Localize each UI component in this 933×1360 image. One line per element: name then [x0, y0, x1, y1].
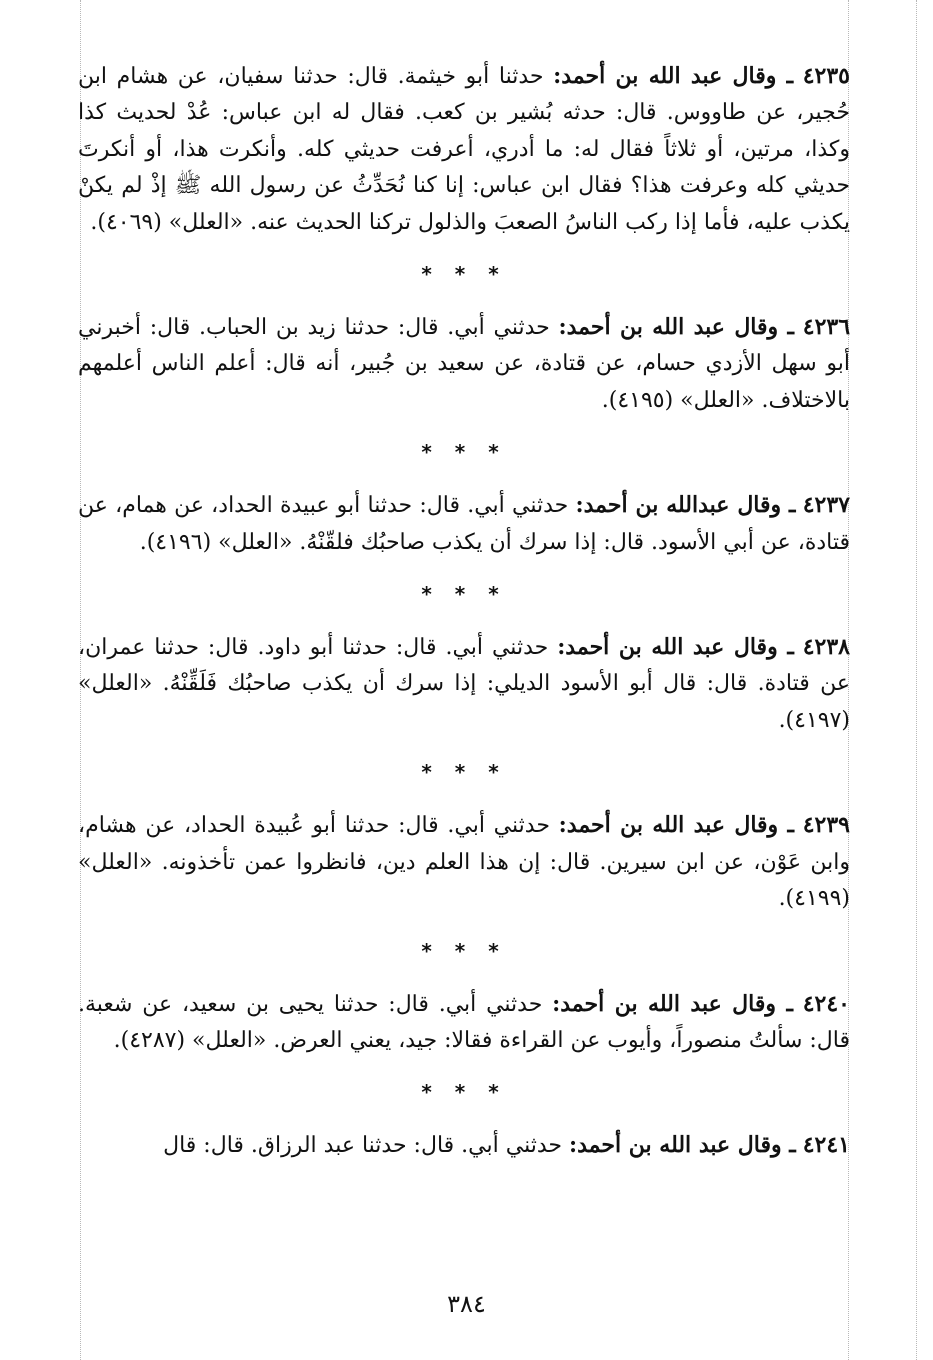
- separator-stars: * * *: [421, 440, 507, 465]
- separator-stars: * * *: [421, 582, 507, 607]
- page-number: ٣٨٤: [447, 1290, 486, 1318]
- hadith-intro: ـ وقال عبد الله بن أحمد:: [558, 314, 794, 341]
- hadith-number: ٤٢٤١: [802, 1132, 850, 1159]
- hadith-number: ٤٢٣٥: [802, 63, 850, 89]
- hadith-4238: [78, 629, 850, 739]
- hadith-4237: [78, 487, 850, 561]
- hadith-text: حدثني أبي. قال: حدثنا عبد الرزاق. قال: قال: [163, 1133, 562, 1159]
- hadith-number: ٤٢٤٠: [802, 990, 850, 1017]
- hadith-text: حدثني أبي. قال: حدثنا أبو داود. قال: حدثنا عمران، عن قتادة. قال: قال أبو الأسود الديلي: إذا سرك أن يكذب صاحبُك فَلَقِّنْهُ. «العلل» (٤١٩٧).: [78, 635, 850, 733]
- page-body: [78, 58, 850, 1165]
- hadith-text: حدثني أبي. قال: حدثنا زيد بن الحباب. قال: أخبرني أبو سهل الأزدي حسام، عن قتادة، عن سعيد بن جُبير، أنه قال: أعلم الناس أعلمهم بالاختلاف. «العلل» (٤١٩٥).: [78, 315, 850, 413]
- hadith-4235: [78, 58, 850, 241]
- hadith-number: ٤٢٣٩: [802, 812, 850, 839]
- hadith-4241: [78, 1127, 850, 1164]
- hadith-text: حدثنا أبو خيثمة. قال: حدثنا سفيان، عن هشام ابن حُجير، عن طاووس. قال: حدثه بُشير بن كعب. فقال له ابن عباس: عُدْ لحديث كذا وكذا، مرتين، أو ثلاثاً فقال له: ما أدري، أعرفت حديثي كله. وأنكرت هذا، أو أنكرتَ حديثي كله وعرفت هذا؟ فقال ابن عباس: إنا كنا نُحَدِّثُ عن رسول الله ﷺ إذْ لم يكنْ يكذب عليه، فأما إذا ركب الناسُ الصعبَ والذلول تركنا الحديث عنه. «العلل» (٤٠٦٩).: [78, 64, 850, 235]
- separator-stars: * * *: [421, 760, 507, 785]
- separator-stars: * * *: [421, 938, 507, 963]
- hadith-intro: ـ وقال عبد الله بن أحمد:: [553, 63, 794, 89]
- hadith-4236: [78, 309, 850, 419]
- hadith-4240: [78, 986, 850, 1060]
- hadith-intro: ـ وقال عبد الله بن أحمد:: [568, 1132, 796, 1159]
- hadith-intro: ـ وقال عبد الله بن أحمد:: [557, 634, 794, 661]
- hadith-number: ٤٢٣٧: [802, 492, 850, 519]
- hadith-number: ٤٢٣٦: [802, 314, 851, 341]
- hadith-intro: ـ وقال عبدالله بن أحمد:: [575, 492, 796, 519]
- hadith-intro: ـ وقال عبد الله بن أحمد:: [558, 812, 795, 839]
- hadith-text: حدثني أبي. قال: حدثنا أبو عُبيدة الحداد، عن هشام، وابن عَوْن، عن ابن سيرين. قال: إن هذا العلم دين، فانظروا عمن تأخذونه. «العلل» (٤١٩٩).: [78, 813, 850, 912]
- separator-stars: * * *: [421, 1080, 507, 1105]
- margin-guide-far-right: [916, 0, 917, 1360]
- hadith-4239: [78, 807, 850, 917]
- hadith-intro: ـ وقال عبد الله بن أحمد:: [552, 990, 793, 1017]
- hadith-text: حدثني أبي. قال: حدثنا يحيى بن سعيد، عن شعبة. قال: سألتُ منصوراً، وأيوب عن القراءة فقالا: جيد، يعني العرض. «العلل» (٤٢٨٧).: [78, 991, 850, 1053]
- separator-stars: * * *: [421, 262, 507, 287]
- hadith-number: ٤٢٣٨: [802, 634, 850, 661]
- hadith-text: حدثني أبي. قال: حدثنا أبو عبيدة الحداد، عن همام، عن قتادة، عن أبي الأسود. قال: إذا سرك أن يكذب صاحبُك فلقّنْهُ. «العلل» (٤١٩٦).: [78, 493, 850, 555]
